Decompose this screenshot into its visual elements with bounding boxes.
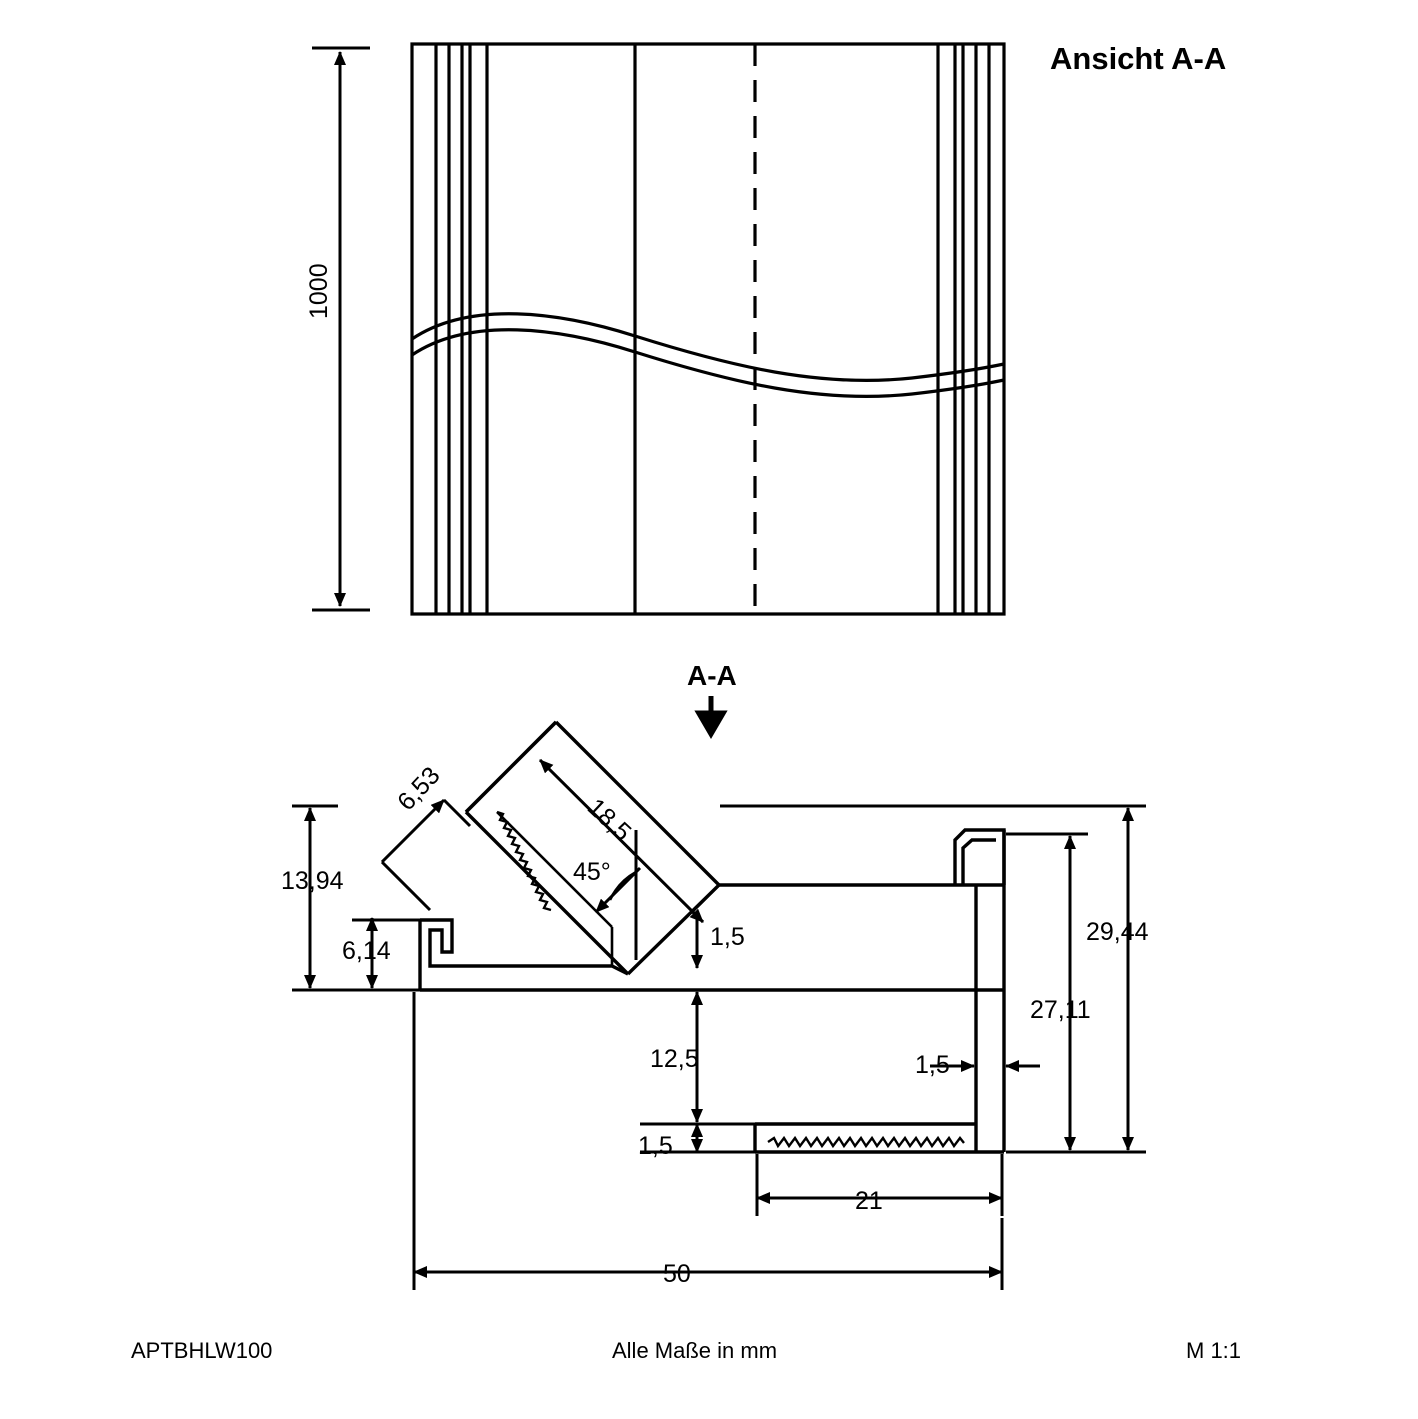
dimension-1000	[312, 48, 370, 610]
dimension-label-12-5: 12,5	[650, 1045, 699, 1073]
dimension-label-13-94: 13,94	[281, 867, 344, 895]
view-title: Ansicht A-A	[1050, 41, 1227, 76]
dimension-label-1-5-top: 1,5	[710, 923, 745, 951]
dimension-label-1-5-bottom: 1,5	[638, 1132, 673, 1160]
dimension-label-1-5-right: 1,5	[915, 1051, 950, 1079]
dimension-label-29-44: 29,44	[1086, 918, 1149, 946]
dimension-label-27-11: 27,11	[1030, 996, 1091, 1024]
footer-part-number: APTBHLW100	[131, 1338, 273, 1363]
footer-scale: M 1:1	[1186, 1338, 1242, 1363]
dimension-label-6-53: 6,53	[392, 761, 446, 817]
break-line	[412, 314, 1004, 397]
dimension-label-45-deg: 45°	[573, 858, 611, 886]
dimension-label-21: 21	[855, 1187, 883, 1215]
section-arrow	[697, 696, 725, 736]
dimension-label-height-1000: 1000	[305, 263, 333, 319]
dimension-label-50: 50	[663, 1260, 691, 1288]
dimension-label-18-5: 18,5	[581, 793, 637, 847]
footer-units-note: Alle Maße in mm	[612, 1338, 778, 1363]
section-label: A-A	[687, 660, 737, 691]
dimension-label-6-14: 6,14	[342, 937, 391, 965]
